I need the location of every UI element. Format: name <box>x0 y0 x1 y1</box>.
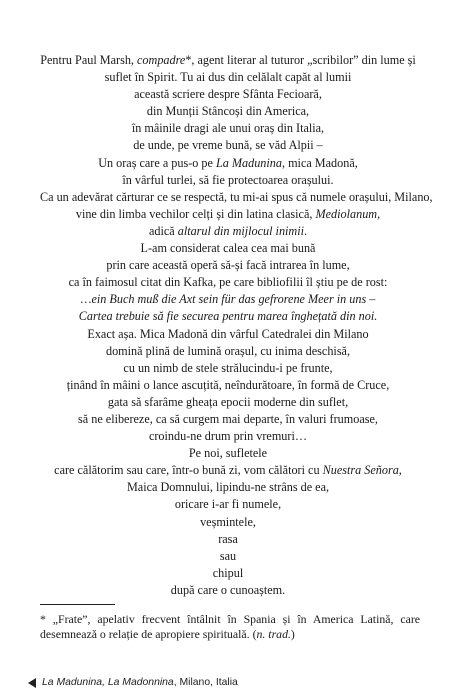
poem-line: L-am considerat calea cea mai bună <box>140 241 316 256</box>
dedication-poem <box>40 52 433 599</box>
poem-line: prin care această operă să-și facă intrarea în lume, <box>106 258 350 273</box>
poem-line: Exact așa. Mica Madonă din vârful Catedralei din Milano <box>87 326 369 341</box>
poem-line: suflet în Spirit. Tu ai dus din celălalt capăt al lumii <box>104 70 352 85</box>
poem-line: sau <box>219 548 237 563</box>
poem-line: Pe noi, sufletele <box>188 446 268 461</box>
poem-line: vine din limba vechilor celți și din latina clasică, Mediolanum, <box>75 206 381 221</box>
poem-line: oricare i-ar fi numele, <box>174 497 282 512</box>
poem-line: ca în faimosul citat din Kafka, pe care bibliofilii îl știu pe de rost: <box>68 275 388 290</box>
poem-line: să ne elibereze, ca să curgem mai departe, în valuri frumoase, <box>78 411 378 426</box>
poem-line: rasa <box>218 531 238 546</box>
poem-line: cu un nimb de stele strălucindu-i pe frunte, <box>123 360 333 375</box>
running-footer-title: La Madunina, La Madonnina <box>42 677 174 688</box>
poem-line: croindu-ne drum prin vremuri… <box>148 429 308 444</box>
poem-line: în mâinile dragi ale unui oraș din Italia, <box>131 121 325 136</box>
poem-line: această scriere despre Sfânta Fecioară, <box>134 87 322 102</box>
poem-line: din Munții Stâncoși din America, <box>146 104 310 119</box>
running-footer <box>28 677 238 688</box>
kafka-quote-german: …ein Buch muß die Axt sein für das gefrorene Meer in uns – <box>80 292 376 307</box>
poem-line: gata să sfarâme gheața epocii moderne din suflet, <box>107 394 349 409</box>
poem-line: chipul <box>212 565 244 580</box>
poem-line: de unde, pe vreme bună, se văd Alpii – <box>133 138 323 153</box>
poem-line: veșmintele, <box>200 514 256 529</box>
poem-line: adică altarul din mijlocul inimii. <box>148 223 308 238</box>
poem-line: Pentru Paul Marsh, compadre*, agent literar al tuturor „scribilor” din lume și <box>40 53 416 67</box>
running-footer-place: , Milano, Italia <box>173 677 238 688</box>
poem-line: Un oraș care a pus-o pe La Madunina, mica Madonă, <box>98 155 358 170</box>
poem-line: după care o cunoaștem. <box>170 582 286 597</box>
poem-line: ținând în mâini o lance ascuțită, neîndurătoare, în formă de Cruce, <box>66 377 390 392</box>
poem-line: domină plină de lumină orașul, cu inima deschisă, <box>105 343 351 358</box>
left-triangle-icon <box>28 678 36 688</box>
kafka-quote-translation: Cartea trebuie să fie securea pentru marea înghețată din noi. <box>78 309 378 324</box>
footnote: * „Frate”, apelativ frecvent întâlnit în Spania și în America Latină, care desemnează o relație de apropiere spirituală. (n. trad.) <box>40 612 420 642</box>
poem-line: care călătorim sau care, într-o bună zi, vom călători cu Nuestra Señora, <box>54 463 402 478</box>
poem-line: Maica Domnului, lipindu-ne strâns de ea, <box>126 480 330 495</box>
poem-line: Ca un adevărat cărturar ce se respectă, tu mi-ai spus că numele orașului, Milano, <box>40 189 433 204</box>
footnote-rule <box>40 604 115 605</box>
poem-line: în vârful turlei, să fie protectoarea orașului. <box>122 172 334 187</box>
